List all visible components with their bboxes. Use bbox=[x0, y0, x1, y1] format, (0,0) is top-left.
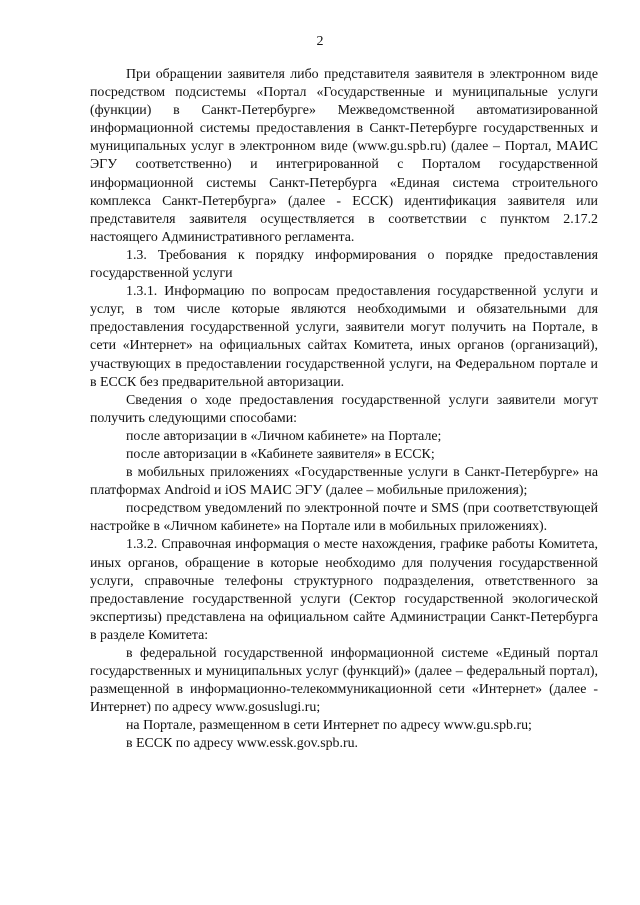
paragraph-progress-info: Сведения о ходе предоставления государственной услуги заявители могут получить следующими способами: bbox=[90, 392, 598, 426]
list-item-essk-cabinet: после авторизации в «Кабинете заявителя» в ЕССК; bbox=[126, 446, 435, 462]
list-item-portal-cabinet: после авторизации в «Личном кабинете» на Портале; bbox=[126, 428, 442, 444]
paragraph-1-3-1: 1.3.1. Информацию по вопросам предоставления государственной услуги и услуг, в том числе которые являются необходимыми и обязательными для предоставления государственной услуги, заявители могут получить на Портале, в сети «Интернет» на официальных сайтах Комитета, иных органов (организаций), участвующих в предоставлении государственной услуги, на Федеральном портале и в ЕССК без предварительной авторизации. bbox=[90, 284, 598, 390]
list-item-notifications: посредством уведомлений по электронной почте и SMS (при соответствующей настройке в «Личном кабинете» на Портале или в мобильных приложениях). bbox=[90, 501, 598, 535]
section-heading-1-3: 1.3. Требования к порядку информирования о порядке предоставления государственной услуги bbox=[90, 247, 598, 282]
list-item-mobile-apps: в мобильных приложениях «Государственные услуги в Санкт-Петербурге» на платформах Android и iOS МАИС ЭГУ (далее – мобильные приложения); bbox=[90, 465, 598, 499]
list-item-essk-address: в ЕССК по адресу www.essk.gov.spb.ru. bbox=[126, 736, 359, 752]
list-item-federal-portal: в федеральной государственной информационной системе «Единый портал государственных и муниципальных услуг (функций)» (далее – федеральный портал), размещенной в информационно-телекоммуникационной сети «Интернет» (далее - Интернет) по адресу www.gosuslugi.ru; bbox=[90, 646, 598, 716]
page-number: 2 bbox=[316, 34, 324, 49]
document-body bbox=[90, 66, 598, 754]
paragraph-electronic-request: При обращении заявителя либо представителя заявителя в электронном виде посредством подсистемы «Портал «Государственные и муниципальные услуги (функции) в Санкт-Петербурге» Межведомственной автоматизированной информационной системы предоставления в Санкт-Петербурге государственных и муниципальных услуг в электронном виде (www.gu.spb.ru) (далее – Портал, МАИС ЭГУ соответственно) и интегрированной с Порталом государственной информационной системы Санкт-Петербурга «Единая система строительного комплекса Санкт-Петербурга» (далее - ЕССК) идентификация заявителя или представителя заявителя осуществляется в соответствии с пунктом 2.17.2 настоящего Административного регламента. bbox=[90, 67, 598, 245]
list-item-portal-address: на Портале, размещенном в сети Интернет по адресу www.gu.spb.ru; bbox=[126, 718, 532, 734]
paragraph-1-3-2: 1.3.2. Справочная информация о месте нахождения, графике работы Комитета, иных органов, обращение в которые необходимо для получения государственной услуги, справочные телефоны структурного подразделения, ответственного за предоставление государственной услуги (Сектор государственной экологической экспертизы) представлена на официальном сайте Администрации Санкт-Петербурга в разделе Комитета: bbox=[90, 537, 598, 643]
